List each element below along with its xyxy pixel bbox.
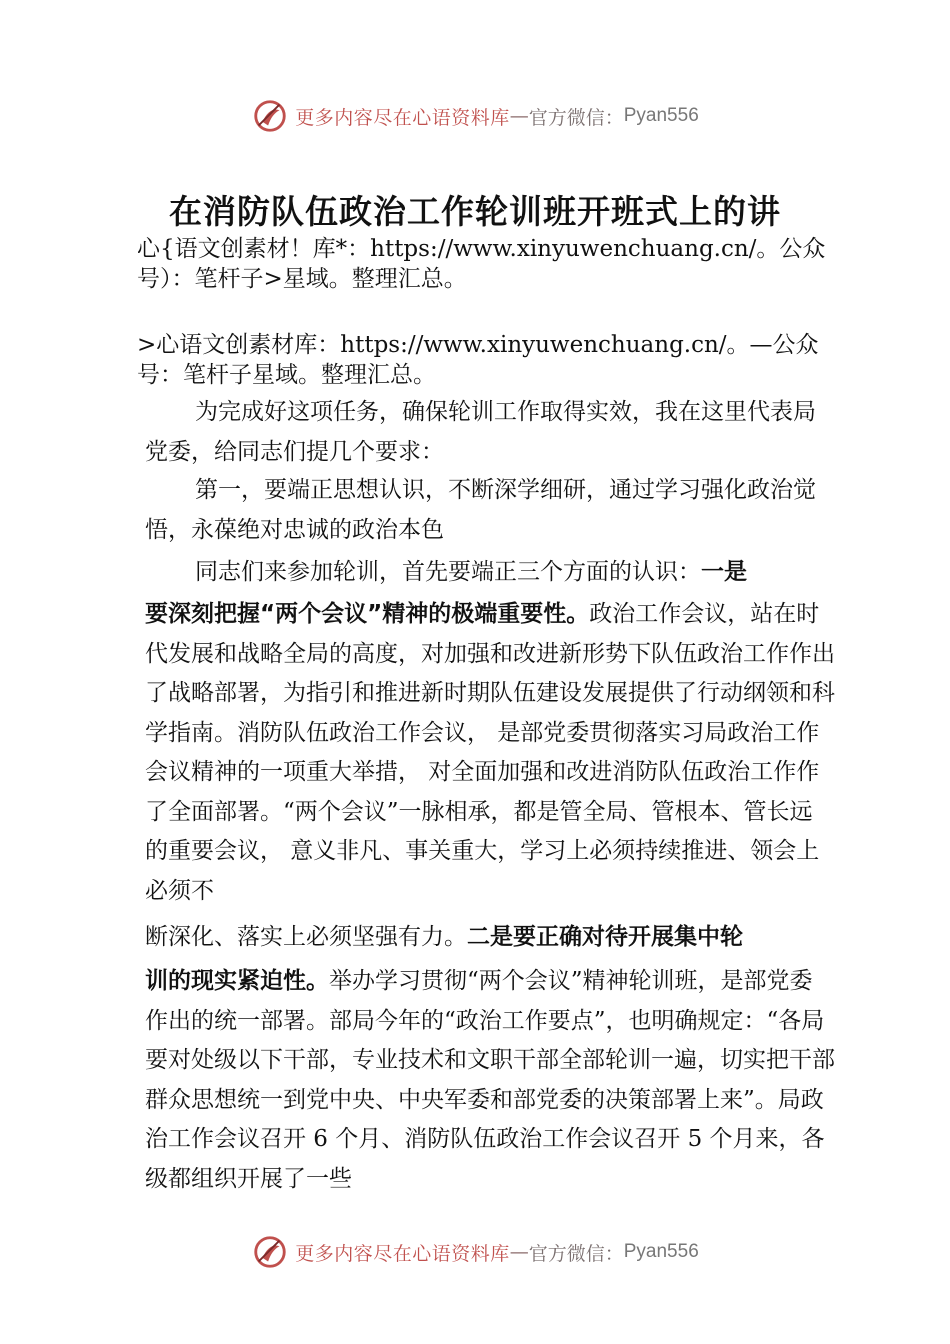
paragraph-three-points (145, 552, 835, 592)
point-two-text: 举办学习贯彻“两个会议”精神轮训班，是部党委作出的统一部署。部局今年的“政治工作要点”，也明确规定：“各局要对处级以下干部，专业技术和文职干部全部轮训一遍，切实把干部群众思想统一到党中央、中央军委和部党委的决策部署上来”。局政治工作会议召开 6 个月、消防队伍政治工作会议召开 5 个月来，各级都组织开展了一些 (145, 968, 835, 1192)
three-points-text: 同志们来参加轮训，首先要端正三个方面的认识： (195, 559, 701, 585)
three-points-line (145, 552, 835, 592)
source-note-2: >心语文创素材库：https://www.xinyuwenchuang.cn/。—公众号：笔杆子星域。整理汇总。 (137, 332, 819, 388)
paragraph-first-requirement (145, 470, 835, 550)
point-one-body (145, 595, 835, 911)
paragraph-intro-text: 为完成好这项任务，确保轮训工作取得实效，我在这里代表局党委，给同志们提几个要求： (145, 399, 816, 465)
watermark-wechat-id: Pyan556 (623, 105, 699, 126)
watermark-text: 更多内容尽在心语资料库 (295, 106, 510, 129)
point-one-label: 一是 (701, 559, 747, 585)
logo-icon (251, 97, 289, 135)
watermark-wechat-label: 官方微信： (528, 106, 624, 129)
watermark-separator: — (509, 105, 529, 127)
point-one-text: 政治工作会议，站在时代发展和战略全局的高度，对加强和改进新形势下队伍政治工作作出了战略部署，为指引和推进新时期队伍建设发展提供了行动纲领和科学指南。消防队伍政治工作会议， 是部党委贯彻落实习局政治工作会议精神的一项重大举措， 对全面加强和改进消防队伍政治工作作了全面部署。“两个会议”一脉相承，都是管全局、管根本、管长远的重要会议， 意义非凡、事关重大，学习上必须持续推进、领会上必须不 (145, 601, 835, 904)
first-requirement-heading: 第一，要端正思想认识，不断深学细研，通过学习强化政治觉悟，永葆绝对忠诚的政治本色 (145, 477, 816, 543)
point-two-start (145, 917, 835, 957)
point-one-heading: 要深刻把握“两个会议”精神的极端重要性。 (145, 601, 590, 627)
paragraph-point-one (145, 595, 835, 911)
point-two-heading-b: 训的现实紧迫性。 (145, 968, 329, 994)
point-two-body (145, 962, 835, 1199)
watermark-wechat-label: 官方微信： (528, 1242, 624, 1265)
paragraph-point-two-start (145, 917, 835, 957)
watermark-wechat-id: Pyan556 (623, 1241, 699, 1262)
watermark-text: 更多内容尽在心语资料库 (295, 1242, 510, 1265)
source-note-1: 心{语文创素材！库*：https://www.xinyuwenchuang.cn/。公众号）：笔杆子>星域。整理汇总。 (137, 236, 826, 292)
point-two-heading-a: 二是要正确对待开展集中轮 (467, 924, 743, 950)
watermark-banner-bottom (0, 1232, 950, 1272)
paragraph-intro (145, 392, 835, 472)
watermark-banner-top (0, 96, 950, 136)
point-one-end-text: 断深化、落实上必须坚强有力。 (145, 924, 467, 950)
paragraph-point-two (145, 962, 835, 1199)
watermark-separator: — (509, 1241, 529, 1263)
logo-icon (251, 1233, 289, 1271)
document-title: 在消防队伍政治工作轮训班开班式上的讲 (169, 192, 781, 231)
